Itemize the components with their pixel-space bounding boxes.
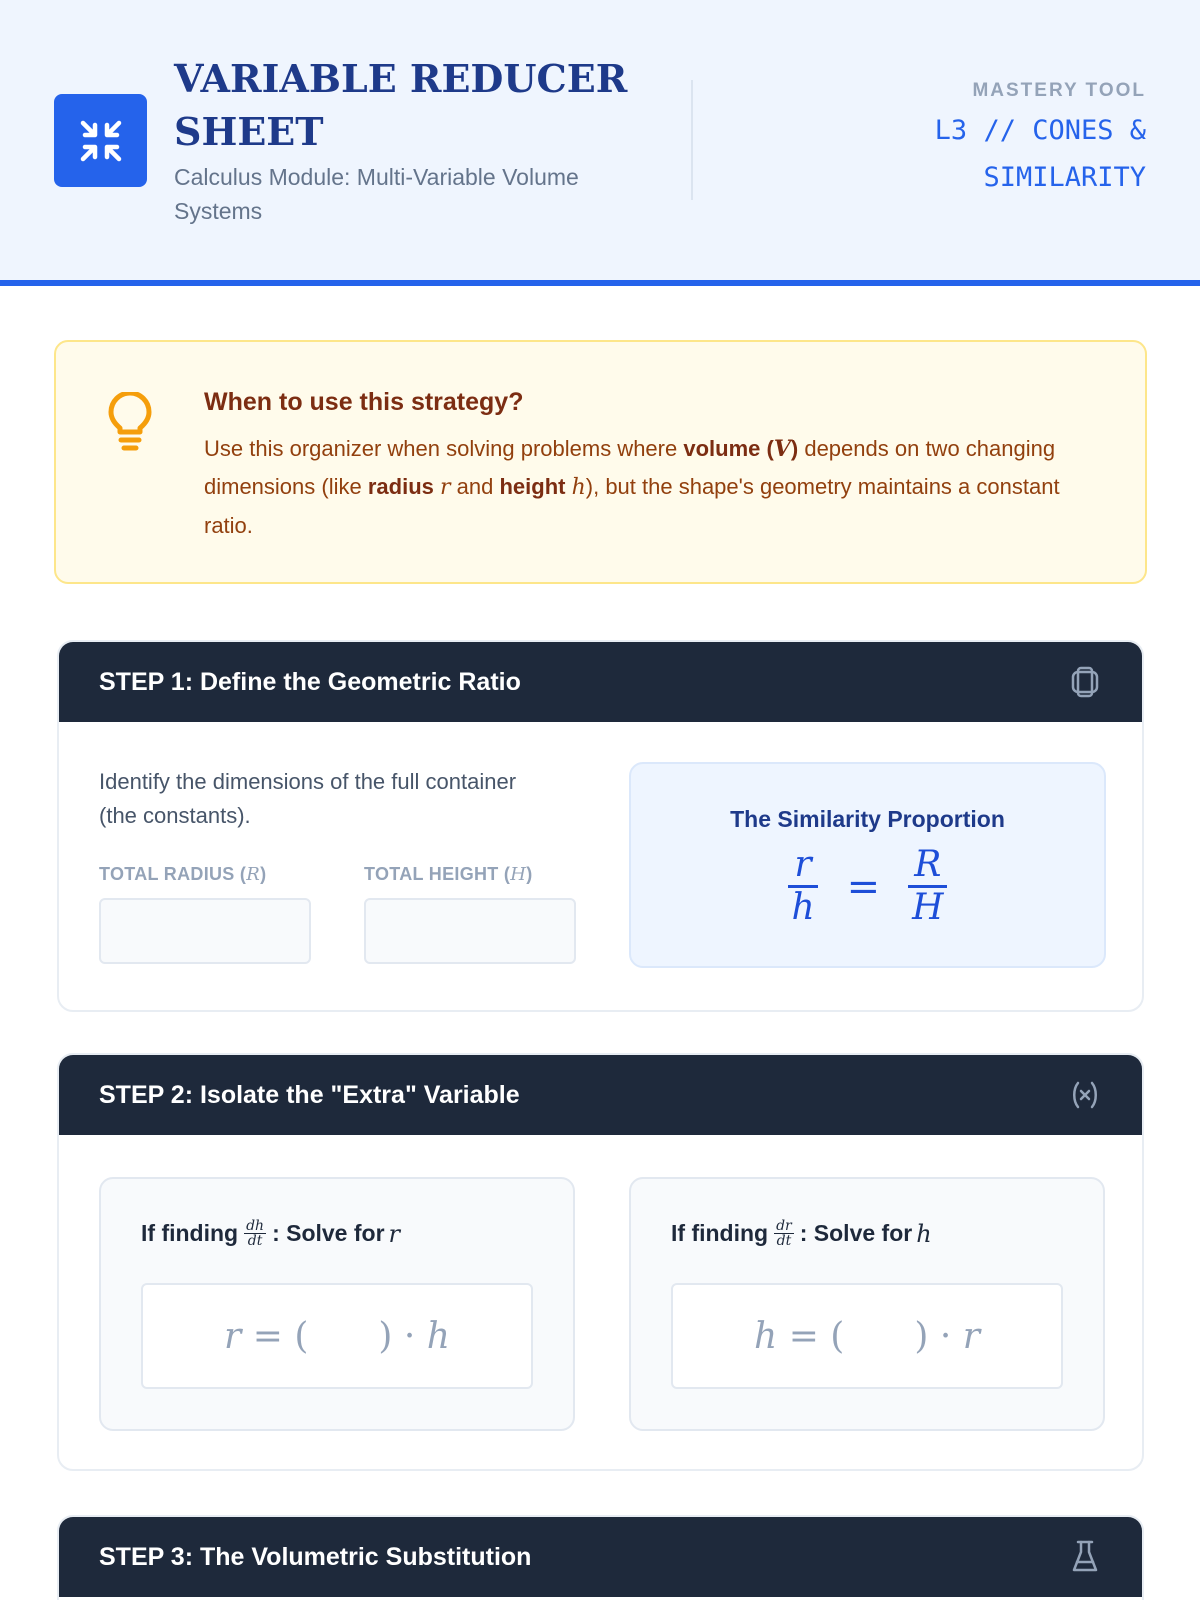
page-header [0, 0, 1200, 286]
step-1-description: Identify the dimensions of the full container (the constants). [99, 769, 517, 828]
label-close: ) [260, 864, 267, 884]
solve-variable: h [916, 1219, 932, 1248]
page-subtitle: Calculus Module: Multi-Variable Volume Systems [174, 164, 579, 224]
fraction-numerator: R [908, 845, 947, 888]
fraction-r-over-h [785, 845, 820, 928]
callout-bold-height: height [499, 474, 566, 499]
derivative-dr-dt [774, 1219, 794, 1248]
solve-for-h-box [629, 1177, 1105, 1431]
solve-label-prefix: If finding [141, 1220, 239, 1246]
r-expression-field[interactable] [141, 1283, 533, 1389]
expression-open: = ( [252, 1315, 309, 1357]
compress-arrows-icon [54, 94, 147, 187]
derivative-denominator: dt [247, 1233, 263, 1249]
h-expression-field[interactable] [671, 1283, 1063, 1389]
total-radius-input[interactable] [99, 898, 311, 964]
mastery-label: MASTERY TOOL [972, 80, 1146, 101]
callout-bold-volume-close: ) [790, 436, 799, 461]
page-title: VARIABLE REDUCER SHEET [174, 56, 628, 154]
step-1-card [57, 640, 1144, 1012]
solve-for-h-label [671, 1219, 932, 1248]
step-1-title: STEP 1: Define the Geometric Ratio [99, 667, 521, 696]
variable-r: r [440, 475, 451, 500]
expression-lhs: h [754, 1315, 778, 1357]
expression-open: = ( [788, 1315, 845, 1357]
solve-label-suffix: : Solve for [799, 1220, 913, 1246]
variable-v: V [773, 436, 791, 462]
callout-text: depends on two changing dimensions (like [204, 436, 1056, 499]
callout-text: ), but the shape's geometry maintains a constant ratio. [204, 474, 1060, 538]
expression-close: ) · [378, 1315, 416, 1357]
header-divider [691, 80, 693, 200]
copy-icon [1068, 665, 1102, 699]
callout-text: and [450, 474, 500, 499]
total-radius-label-text: TOTAL RADIUS ( [99, 864, 247, 884]
proportion-title: The Similarity Proportion [730, 806, 1005, 832]
solve-variable: r [388, 1219, 401, 1248]
similarity-proportion-panel [629, 762, 1106, 968]
expression-close: ) · [914, 1315, 952, 1357]
step-2-header [59, 1055, 1142, 1135]
fraction-numerator: r [788, 845, 817, 888]
derivative-dh-dt [244, 1219, 266, 1248]
expression-rhs: r [962, 1315, 980, 1357]
label-close: ) [526, 864, 533, 884]
step-1-header [59, 642, 1142, 722]
step-3-card [57, 1515, 1144, 1600]
variable-H: H [510, 864, 527, 885]
callout-body [204, 430, 1084, 545]
fraction-denominator: H [912, 887, 944, 928]
derivative-numerator: dh [246, 1218, 265, 1234]
mastery-level: L3 // CONES & SIMILARITY [934, 115, 1146, 193]
expression-lhs: r [224, 1315, 242, 1357]
total-height-label [364, 864, 533, 885]
solve-label-prefix: If finding [671, 1220, 769, 1246]
solve-label-suffix: : Solve for [272, 1220, 385, 1246]
equals-sign: = [846, 863, 881, 910]
callout-bold-volume-text: volume ( [683, 436, 774, 461]
solve-for-r-label [141, 1219, 400, 1248]
callout-bold-volume [683, 436, 798, 461]
strategy-callout [54, 340, 1147, 584]
total-height-label-text: TOTAL HEIGHT ( [364, 864, 511, 884]
step-2-title: STEP 2: Isolate the "Extra" Variable [99, 1080, 520, 1109]
similarity-equation [785, 845, 949, 928]
derivative-numerator: dr [776, 1218, 792, 1234]
total-height-input[interactable] [364, 898, 576, 964]
flask-icon [1068, 1540, 1102, 1574]
callout-text: Use this organizer when solving problems where [204, 436, 684, 461]
variable-h: h [571, 475, 586, 500]
total-radius-label [99, 864, 266, 885]
solve-for-r-box [99, 1177, 575, 1431]
variable-x-icon [1068, 1078, 1102, 1112]
derivative-denominator: dt [776, 1233, 792, 1249]
step-2-card [57, 1053, 1144, 1471]
variable-R: R [246, 864, 261, 885]
callout-title: When to use this strategy? [204, 388, 524, 416]
callout-bold-radius: radius [367, 474, 434, 499]
step-3-title: STEP 3: The Volumetric Substitution [99, 1542, 532, 1571]
expression-rhs: h [426, 1315, 450, 1357]
fraction-denominator: h [791, 887, 815, 928]
fraction-R-over-H [906, 845, 949, 928]
step-3-header [59, 1517, 1142, 1597]
lightbulb-icon [108, 392, 152, 457]
